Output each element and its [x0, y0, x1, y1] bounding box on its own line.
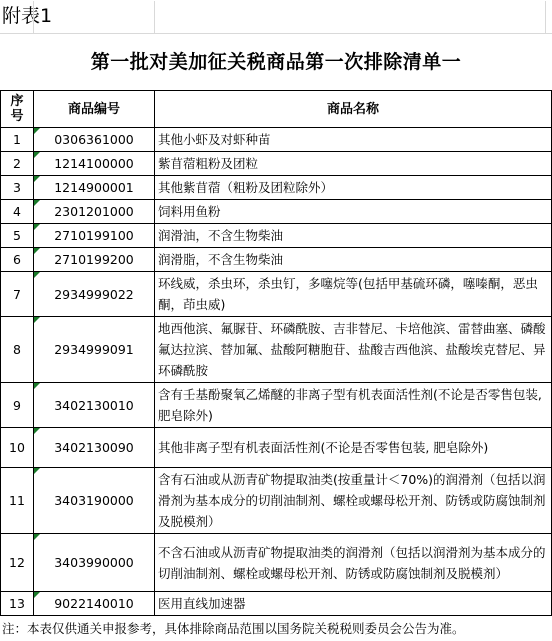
table-row: [1, 176, 552, 200]
row-commodity-code: 2934999022: [34, 272, 155, 317]
sheet-gridline: [154, 1, 155, 34]
row-commodity-code: 9022140010: [34, 592, 155, 616]
table-row: [1, 152, 552, 176]
table-header-row: [1, 91, 552, 128]
sheet-gridline: [545, 1, 546, 34]
row-serial-number: 9: [1, 383, 34, 428]
table-row: [1, 272, 552, 317]
row-serial-number: 12: [1, 534, 34, 592]
row-commodity-code: 2301201000: [34, 200, 155, 224]
row-commodity-code: 3402130090: [34, 428, 155, 468]
table-row: [1, 248, 552, 272]
header-commodity-code: 商品编号: [34, 91, 155, 128]
table-row: [1, 383, 552, 428]
row-serial-number: 8: [1, 317, 34, 383]
row-commodity-name: 润滑油，不含生物柴油: [155, 224, 552, 248]
table-row: [1, 428, 552, 468]
page-title: 第一批对美加征关税商品第一次排除清单一: [90, 51, 462, 73]
row-serial-number: 2: [1, 152, 34, 176]
table-row: [1, 468, 552, 534]
footnote: 注：本表仅供通关申报参考，具体排除商品范围以国务院关税税则委员会公告为准。: [2, 621, 465, 636]
row-serial-number: 10: [1, 428, 34, 468]
row-serial-number: 11: [1, 468, 34, 534]
row-serial-number: 6: [1, 248, 34, 272]
appendix-label: 附表1: [2, 5, 53, 27]
row-commodity-code: 1214100000: [34, 152, 155, 176]
header-serial-number: 序号: [1, 91, 34, 128]
row-serial-number: 7: [1, 272, 34, 317]
table-row: [1, 534, 552, 592]
row-commodity-code: 1214900001: [34, 176, 155, 200]
table-row: [1, 592, 552, 616]
row-commodity-name: 含有石油或从沥青矿物提取油类(按重量计＜70%)的润滑剂（包括以润滑剂为基本成分的切削油制剂、螺栓或螺母松开剂、防锈或防腐蚀制剂及脱模剂）: [155, 468, 552, 534]
table-row: [1, 224, 552, 248]
row-commodity-name: 饲料用鱼粉: [155, 200, 552, 224]
table-row: [1, 317, 552, 383]
row-commodity-code: 3403190000: [34, 468, 155, 534]
row-commodity-code: 0306361000: [34, 128, 155, 152]
row-serial-number: 4: [1, 200, 34, 224]
exclusion-list-table: [0, 90, 552, 616]
row-commodity-name: 环线威，杀虫环，杀虫钉，多噻烷等(包括甲基硫环磷，噻嗪酮，恶虫酮，茚虫威): [155, 272, 552, 317]
row-commodity-name: 紫苜蓿粗粉及团粒: [155, 152, 552, 176]
sheet-gridline-strip: [0, 33, 552, 34]
row-serial-number: 13: [1, 592, 34, 616]
sheet-gridline: [33, 1, 34, 34]
row-commodity-name: 其他非离子型有机表面活性剂(不论是否零售包装, 肥皂除外): [155, 428, 552, 468]
row-serial-number: 1: [1, 128, 34, 152]
row-serial-number: 3: [1, 176, 34, 200]
row-commodity-code: 2710199100: [34, 224, 155, 248]
row-commodity-name: 其他紫苜蓿（粗粉及团粒除外）: [155, 176, 552, 200]
row-serial-number: 5: [1, 224, 34, 248]
row-commodity-name: 不含石油或从沥青矿物提取油类的润滑剂（包括以润滑剂为基本成分的切削油制剂、螺栓或螺母松开剂、防锈或防腐蚀制剂及脱模剂）: [155, 534, 552, 592]
row-commodity-code: 2934999091: [34, 317, 155, 383]
row-commodity-code: 3403990000: [34, 534, 155, 592]
row-commodity-name: 润滑脂，不含生物柴油: [155, 248, 552, 272]
row-commodity-code: 3402130010: [34, 383, 155, 428]
row-commodity-name: 地西他滨、氟脲苷、环磷酰胺、吉非替尼、卡培他滨、雷替曲塞、磷酸氟达拉滨、替加氟、盐酸阿糖胞苷、盐酸吉西他滨、盐酸埃克替尼、异环磷酰胺: [155, 317, 552, 383]
row-commodity-name: 其他小虾及对虾种苗: [155, 128, 552, 152]
header-commodity-name: 商品名称: [155, 91, 552, 128]
row-commodity-code: 2710199200: [34, 248, 155, 272]
table-row: [1, 200, 552, 224]
table-row: [1, 128, 552, 152]
row-commodity-name: 医用直线加速器: [155, 592, 552, 616]
row-commodity-name: 含有壬基酚聚氧乙烯醚的非离子型有机表面活性剂(不论是否零售包装, 肥皂除外): [155, 383, 552, 428]
